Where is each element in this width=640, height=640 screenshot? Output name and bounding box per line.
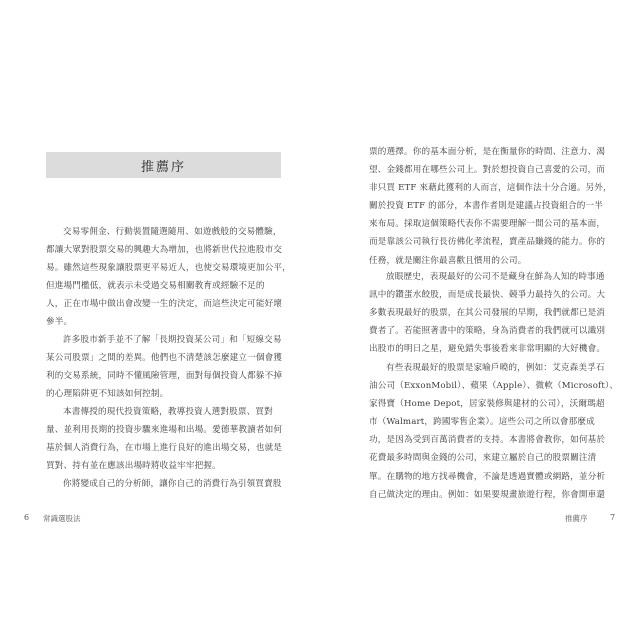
text-line: 人，正在市場中做出會改變一生的決定，而這些決定可能好壞 bbox=[46, 299, 283, 310]
text-line: 利的交易系統，同時不懂風險管理，面對每個投資人都躲不掉 bbox=[46, 371, 283, 382]
right-paragraph-1 bbox=[369, 143, 612, 270]
text-line: 油公司（ExxonMobil）、蘋果（Apple）、微軟（Microsoft）、 bbox=[369, 381, 619, 392]
text-line: 本書傳授的現代投資策略，教導投資人選對股票、買對 bbox=[63, 407, 273, 417]
text-line: 而是靠該公司執行長彷佛化孝流程，賣產品賺錢的能力。你的 bbox=[369, 237, 606, 248]
text-line: 費者了。若能照著書中的策略，身為消費者的我們就可以識別 bbox=[369, 326, 606, 337]
chapter-heading-box bbox=[46, 152, 281, 178]
left-paragraph-2 bbox=[46, 331, 281, 403]
right-page bbox=[320, 0, 640, 640]
text-line: 你將變成自己的分析師，讓你自己的消費行為引領買賣股 bbox=[63, 479, 282, 489]
text-line: 某公司股票」之間的差異。他們也不清楚該怎麼建立一個會獲 bbox=[46, 353, 283, 364]
text-line: 市（Walmart，跨國零售企業）。這些公司之所以會那麼成 bbox=[369, 417, 595, 428]
left-paragraph-4 bbox=[46, 475, 281, 493]
text-line: 任務，就是關注你最喜歡且慣用的公司。 bbox=[369, 255, 527, 266]
text-line: 單。在購物的地方找尋機會，不論是透過實體或網路，並分析 bbox=[369, 471, 606, 482]
text-line: 易。雖然這些現象讓股票更平易近人，也使交易環境更加公平， bbox=[46, 263, 291, 274]
left-paragraph-3 bbox=[46, 403, 281, 475]
text-line: 票的選擇。你的基本面分析，是在衡量你的時間、注意力、渴 bbox=[369, 147, 606, 157]
running-title: 推薦序 bbox=[565, 514, 588, 523]
text-line: 花費最多時間與金錢的公司，來建立屬於自己的股票關注清 bbox=[369, 453, 597, 464]
text-line: 基於個人消費行為，在市場上進行良好的進出場交易，也就是 bbox=[46, 443, 283, 454]
text-line: 參半。 bbox=[46, 317, 73, 328]
text-line: 家得寶（Home Depot，居家裝修與建材的公司），沃爾瑪超 bbox=[369, 399, 605, 410]
running-title: 常識選股法 bbox=[43, 514, 81, 523]
chapter-heading: 推薦序 bbox=[140, 159, 186, 175]
text-line: 都讓大眾對股票交易的興趣大為增加，也將新世代拉進股市交 bbox=[46, 245, 283, 256]
text-line: 交易零佣金、行動裝置隨選隨用、如遊戲般的交易體驗， bbox=[63, 227, 282, 237]
text-line: 買對、持有並在應該出場時將收益牢牢把握。 bbox=[46, 461, 221, 472]
text-line: 有些表現最好的股票是家喻戶曉的，例如：艾克森美孚石 bbox=[386, 363, 605, 373]
page-number: 6 bbox=[24, 513, 30, 522]
text-line: 量、並利用長期的投資步驟來進場和出場。愛德華教讀者如何 bbox=[46, 425, 283, 436]
right-paragraph-2 bbox=[369, 268, 606, 358]
text-line: 非只買 ETF 來藉此獲利的人而言，這個作法十分合適。另外， bbox=[369, 183, 612, 194]
text-line: 放眼歷史，表現最好的公司不是藏身在鮮為人知的時事通 bbox=[386, 272, 605, 282]
text-line: 訊中的鑽蛋水餃股，而是成長最快、競爭力最持久的公司。大 bbox=[369, 290, 606, 301]
text-line: 但進場門檻低，就表示未受過交易相關教育或經驗不足的 bbox=[46, 281, 265, 292]
text-line: 功，是因為受到百萬消費者的支持。本書將會教你，如何基於 bbox=[369, 435, 606, 446]
text-line: 多數表現最好的股票，在其公司發展的早期，我們就都已是消 bbox=[369, 308, 606, 319]
left-paragraph-1 bbox=[46, 223, 291, 332]
page-number: 7 bbox=[610, 513, 616, 522]
text-line: 望、金錢都用在哪些公司上。對於想投資自己喜愛的公司，而 bbox=[369, 165, 606, 176]
text-line: 自己做決定的理由。例如：如果要規畫旅遊行程，你會開車還 bbox=[369, 489, 606, 500]
text-line: 的心理陷阱更不知該如何控制。 bbox=[46, 389, 169, 400]
text-line: 來布局。採取這個策略代表你不需要理解一間公司的基本面， bbox=[369, 219, 606, 230]
right-paragraph-3 bbox=[369, 359, 619, 504]
text-line: 關於投資 ETF 的部分，本書作者則是建議占投資組合的一半 bbox=[369, 201, 604, 212]
text-line: 許多股市新手並不了解「長期投資某公司」和「短線交易 bbox=[63, 335, 282, 345]
text-line: 出股市的明日之星，避免錯失事後看來非常明顯的大好機會。 bbox=[369, 344, 606, 355]
